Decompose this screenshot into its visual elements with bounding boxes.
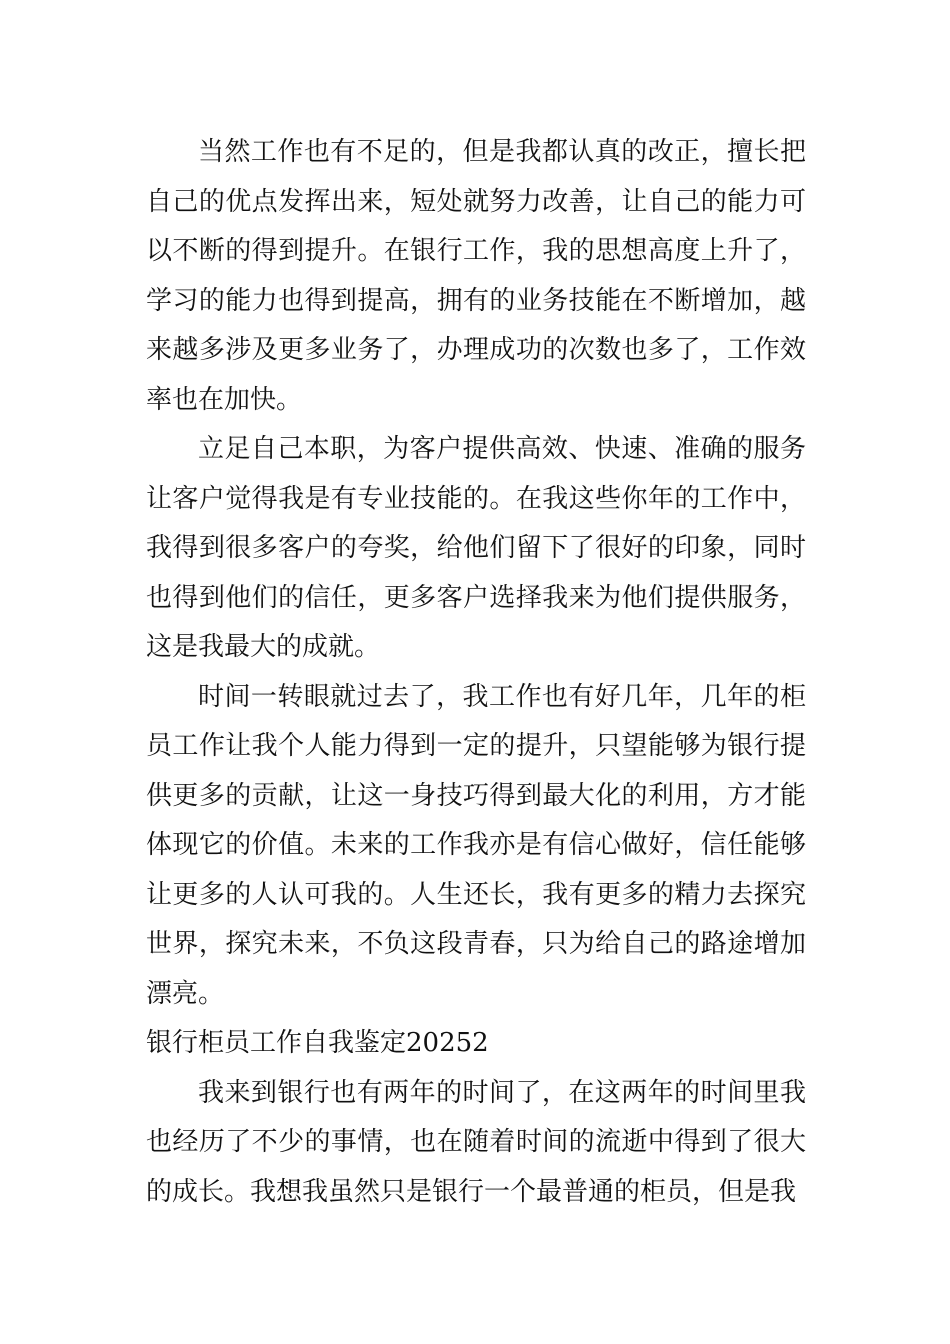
document-body — [146, 128, 806, 1217]
section-heading: 银行柜员工作自我鉴定20252 — [146, 1028, 489, 1058]
paragraph-work-shortcomings: 当然工作也有不足的，但是我都认真的改正，擅长把自己的优点发挥出来，短处就努力改善，让自己的能力可以不断的得到提升。在银行工作，我的思想高度上升了，学习的能力也得到提高，拥有的业务技能在不断增加，越来越多涉及更多业务了，办理成功的次数也多了，工作效率也在加快。 — [146, 137, 806, 415]
paragraph-customer-service: 立足自己本职，为客户提供高效、快速、准确的服务让客户觉得我是有专业技能的。在我这些你年的工作中，我得到很多客户的夸奖，给他们留下了很好的印象，同时也得到他们的信任，更多客户选择我来为他们提供服务，这是我最大的成就。 — [146, 434, 806, 662]
paragraph-two-years-intro: 我来到银行也有两年的时间了，在这两年的时间里我也经历了不少的事情，也在随着时间的流逝中得到了很大的成长。我想我虽然只是银行一个最普通的柜员，但是我 — [146, 1077, 806, 1207]
paragraph-future-outlook: 时间一转眼就过去了，我工作也有好几年，几年的柜员工作让我个人能力得到一定的提升，只望能够为银行提供更多的贡献，让这一身技巧得到最大化的利用，方才能体现它的价值。未来的工作我亦是有信心做好，信任能够让更多的人认可我的。人生还长，我有更多的精力去探究世界，探究未来，不负这段青春，只为给自己的路途增加漂亮。 — [146, 681, 806, 1009]
